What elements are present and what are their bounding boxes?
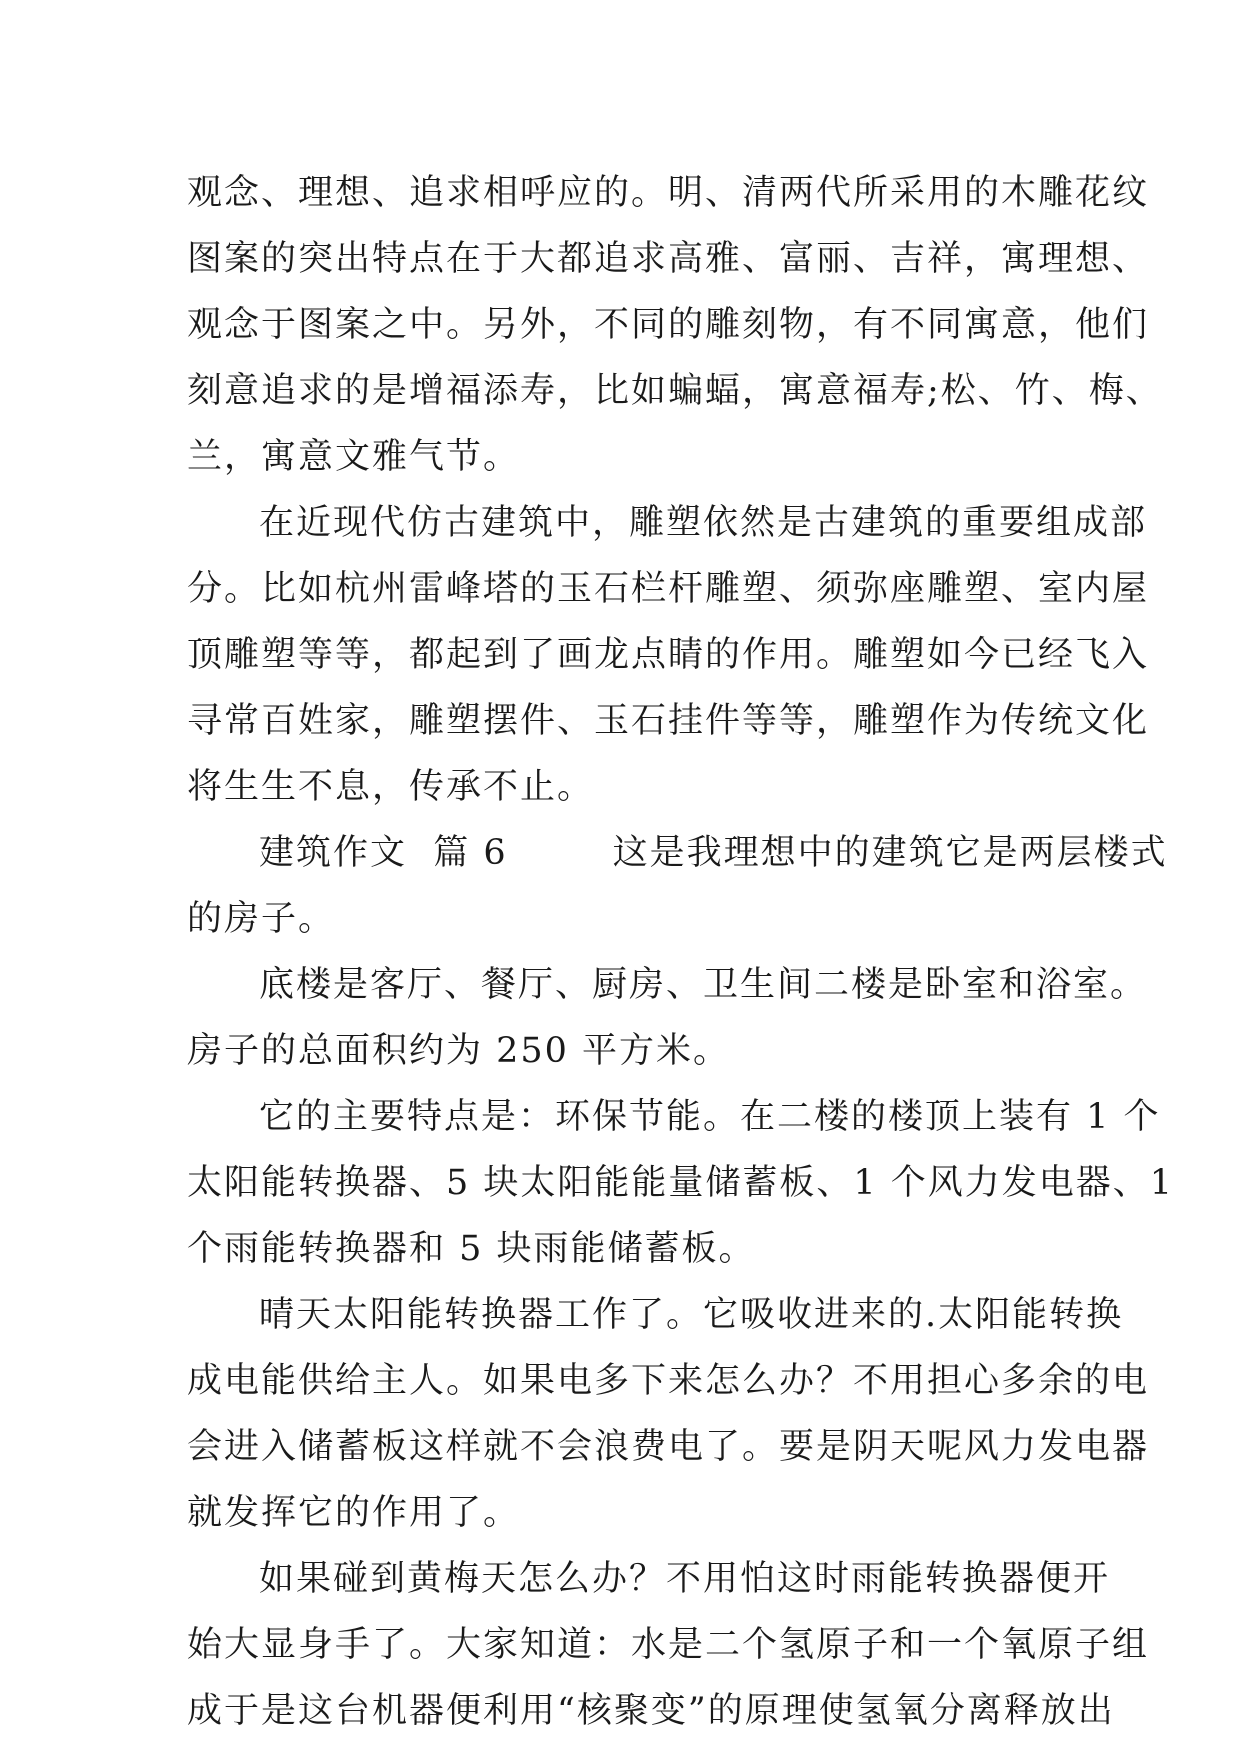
text-line: 房子的总面积约为 250 平方米。 — [187, 1031, 731, 1071]
text-line: 寻常百姓家，雕塑摆件、玉石挂件等等，雕塑作为传统文化 — [187, 701, 1150, 741]
text-line: 图案的突出特点在于大都追求高雅、富丽、吉祥，寓理想、 — [187, 239, 1150, 279]
text-line: 顶雕塑等等，都起到了画龙点睛的作用。雕塑如今已经飞入 — [187, 635, 1150, 675]
text-line: 分。比如杭州雷峰塔的玉石栏杆雕塑、须弥座雕塑、室内屋 — [187, 569, 1150, 609]
paragraph-first-line: 它的主要特点是：环保节能。在二楼的楼顶上装有 1 个 — [259, 1097, 1161, 1137]
text-line: 刻意追求的是增福添寿，比如蝙蝠，寓意福寿;松、竹、梅、 — [187, 371, 1163, 411]
paragraph-first-line: 在近现代仿古建筑中，雕塑依然是古建筑的重要组成部 — [259, 503, 1148, 543]
paragraph-first-line: 底楼是客厅、餐厅、厨房、卫生间二楼是卧室和浴室。 — [259, 965, 1148, 1005]
text-line: 兰，寓意文雅气节。 — [187, 437, 521, 477]
text-line: 将生生不息，传承不止。 — [187, 767, 595, 807]
text-line: 观念、理想、追求相呼应的。明、清两代所采用的木雕花纹 — [187, 173, 1150, 213]
text-line: 的房子。 — [187, 899, 336, 939]
text-line: 个雨能转换器和 5 块雨能储蓄板。 — [187, 1229, 756, 1269]
article-body — [187, 160, 1175, 1744]
paragraph-first-line: 晴天太阳能转换器工作了。它吸收进来的.太阳能转换 — [259, 1295, 1124, 1335]
text-line: 太阳能转换器、5 块太阳能能量储蓄板、1 个风力发电器、1 — [187, 1163, 1175, 1203]
section-heading-line: 建筑作文 篇 6 这是我理想中的建筑它是两层楼式 — [259, 833, 1168, 873]
text-line: 就发挥它的作用了。 — [187, 1493, 521, 1533]
text-line: 始大显身手了。大家知道：水是二个氢原子和一个氧原子组 — [187, 1625, 1150, 1665]
text-line: 成于是这台机器便利用“核聚变”的原理使氢氧分离释放出 — [187, 1691, 1115, 1731]
text-line: 观念于图案之中。另外，不同的雕刻物，有不同寓意，他们 — [187, 305, 1150, 345]
text-line: 成电能供给主人。如果电多下来怎么办？不用担心多余的电 — [187, 1361, 1150, 1401]
paragraph-first-line: 如果碰到黄梅天怎么办？不用怕这时雨能转换器便开 — [259, 1559, 1111, 1599]
text-line: 会进入储蓄板这样就不会浪费电了。要是阴天呢风力发电器 — [187, 1427, 1150, 1467]
